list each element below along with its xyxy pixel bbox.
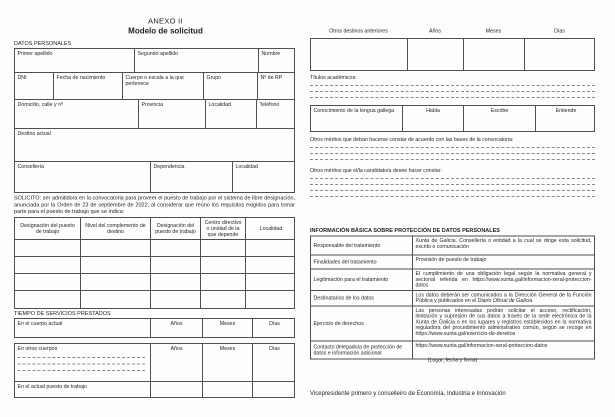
field-label: Provincia bbox=[141, 101, 164, 108]
field-label: Domicilio, calle y nº bbox=[17, 101, 63, 108]
field-label: En el actual puesto de trabajo bbox=[17, 383, 87, 390]
empty-cell[interactable] bbox=[15, 274, 81, 290]
field-label: Fecha de nacimiento bbox=[56, 74, 106, 81]
write-in-line[interactable] bbox=[18, 362, 146, 365]
field-destino-actual[interactable] bbox=[15, 129, 296, 161]
field-label: Consellería bbox=[17, 163, 45, 170]
empty-cell[interactable] bbox=[15, 240, 81, 256]
empty-cell[interactable] bbox=[311, 39, 408, 70]
col-header-localidad: Localidad bbox=[259, 225, 283, 232]
empty-cell[interactable] bbox=[246, 257, 296, 273]
field-label: DNI bbox=[17, 74, 27, 81]
table-row bbox=[311, 256, 594, 270]
table-row bbox=[15, 49, 294, 73]
field-label: Segundo apellido bbox=[137, 50, 179, 57]
field-lengua-gallega[interactable] bbox=[311, 106, 403, 131]
field-dependencia[interactable] bbox=[151, 162, 233, 192]
field-segundo-apellido[interactable] bbox=[135, 49, 259, 72]
table-row bbox=[15, 129, 294, 162]
table-row bbox=[15, 73, 294, 100]
otros-meritos-bases-lines bbox=[310, 142, 595, 160]
col-entiende[interactable]: Entiende bbox=[555, 107, 577, 114]
form-title bbox=[25, 17, 306, 36]
empty-cell[interactable] bbox=[151, 382, 203, 397]
col-header-nivel-complemento: Nivel del complemento de destino bbox=[81, 218, 151, 239]
cuerpo-actual-table bbox=[14, 318, 295, 338]
info-row-label: Finalidades del tratamiento bbox=[311, 256, 413, 269]
table-row bbox=[15, 274, 294, 291]
table-row bbox=[15, 257, 294, 274]
table-row bbox=[311, 341, 594, 358]
titulos-academicos-lines bbox=[310, 80, 595, 98]
empty-cell[interactable] bbox=[15, 291, 81, 308]
titulos-academicos-label: Títulos académicos: bbox=[310, 74, 357, 81]
proteccion-datos-title: INFORMACIÓN BÁSICA SOBRE PROTECCIÓN DE DATOS PERSONALES bbox=[310, 227, 500, 234]
table-row bbox=[311, 291, 594, 307]
info-row-value-italic: Diario Oficial de Galicia bbox=[477, 297, 533, 304]
field-cuerpo-escala[interactable] bbox=[123, 73, 204, 99]
empty-cell[interactable] bbox=[15, 257, 81, 273]
proteccion-datos-table bbox=[310, 236, 595, 360]
otros-cuerpos-table bbox=[14, 343, 295, 398]
empty-cell[interactable] bbox=[201, 240, 246, 256]
field-label: Localidad bbox=[208, 101, 231, 108]
field-label: En el cuerpo actual bbox=[17, 320, 63, 327]
left-column bbox=[14, 0, 295, 417]
empty-cell[interactable] bbox=[408, 39, 464, 70]
info-row-value: Las personas interesadas podrán solicitar el acceso, rectificación, limitación y supresión de sus datos a través de la sede electrónica de la Xunta de Galicia o en los lugares y registros establecidos en la normativa reguladora del procedimiento administrativo común, según se recoge en https://www.xunta.gal/exercicio-de-dereitos bbox=[415, 307, 592, 337]
otros-meritos-bases-label: Otros méritos que deban hacerse constar de acuerdo con las bases de la convocatoria: bbox=[310, 136, 514, 143]
table-row bbox=[311, 237, 594, 256]
info-row-label: Destinatarios de los datos bbox=[311, 291, 413, 306]
field-label: Dependencia bbox=[153, 163, 185, 170]
col-meses[interactable]: Meses bbox=[203, 319, 253, 337]
datos-personales-table bbox=[14, 48, 295, 193]
table-row bbox=[15, 240, 294, 257]
table-row bbox=[15, 291, 294, 308]
empty-cell[interactable] bbox=[151, 240, 201, 256]
col-meses[interactable]: Meses bbox=[203, 344, 253, 381]
form-title-modelo: Modelo de solicitud bbox=[128, 27, 203, 36]
col-header-designacion-puesto-2: Designación del puesto de trabajo bbox=[151, 218, 201, 239]
empty-cell[interactable] bbox=[151, 291, 201, 308]
field-dni[interactable] bbox=[15, 73, 54, 99]
field-label: Nombre bbox=[261, 50, 281, 57]
empty-cell[interactable] bbox=[151, 274, 201, 290]
empty-cell[interactable] bbox=[201, 257, 246, 273]
col-header-designacion-puesto: Designación del puesto de trabajo bbox=[15, 218, 81, 239]
field-fecha-nacimiento[interactable] bbox=[54, 73, 123, 99]
col-header-centro-directivo: Centro directivo o unidad de la que depende bbox=[201, 218, 246, 239]
field-actual-puesto[interactable] bbox=[15, 382, 151, 397]
field-label: Localidad bbox=[235, 163, 258, 170]
field-primer-apellido[interactable] bbox=[15, 49, 135, 72]
table-row bbox=[311, 270, 594, 291]
lengua-gallega-table bbox=[310, 105, 595, 132]
col-header-dias: Días bbox=[554, 28, 565, 34]
field-label: Destino actual bbox=[17, 130, 51, 137]
field-conselleria[interactable] bbox=[15, 162, 151, 192]
lugar-fecha-firma-label: (Lugar, fecha y firma) bbox=[427, 357, 478, 363]
write-in-line[interactable] bbox=[18, 355, 146, 358]
puestos-solicitados-table bbox=[14, 217, 295, 309]
empty-cell[interactable] bbox=[201, 291, 246, 308]
section-tiempo-servicios: TIEMPO DE SERVICIOS PRESTADOS bbox=[14, 310, 111, 317]
col-habla[interactable]: Habla bbox=[403, 106, 464, 131]
empty-cell[interactable] bbox=[81, 274, 151, 290]
field-label: Conocimiento de la lengua gallega bbox=[313, 107, 395, 114]
info-row-value: El cumplimiento de una obligación legal según la normativa general y sectorial referida en https://www.xunta.gal/informacion-xeral-proteccion-datos bbox=[415, 270, 592, 288]
col-dias[interactable]: Días bbox=[269, 345, 280, 352]
field-label: Nº de RP bbox=[260, 74, 283, 81]
info-row-value: Xunta de Galicia. Consellería o entidad a la cual se dirige esta solicitud, escrito o comunicación bbox=[415, 237, 592, 250]
write-in-line[interactable] bbox=[310, 154, 595, 160]
empty-cell[interactable] bbox=[246, 240, 296, 256]
empty-cell[interactable] bbox=[201, 274, 246, 290]
table-header-row bbox=[15, 218, 294, 240]
field-cuerpo-actual[interactable] bbox=[15, 319, 151, 337]
col-dias[interactable]: Días bbox=[269, 320, 280, 327]
empty-cell[interactable] bbox=[246, 274, 296, 290]
table-row bbox=[15, 100, 294, 129]
empty-cell[interactable] bbox=[246, 291, 296, 308]
empty-cell[interactable] bbox=[525, 39, 596, 70]
col-anos[interactable]: Años bbox=[151, 319, 203, 337]
table-row bbox=[15, 319, 294, 337]
write-in-line[interactable] bbox=[310, 191, 595, 197]
field-label: En otros cuerpos bbox=[17, 345, 58, 352]
info-row-value: Provisión de puesto de trabajo bbox=[415, 256, 487, 263]
field-grupo[interactable] bbox=[204, 73, 258, 99]
empty-cell[interactable] bbox=[81, 257, 151, 273]
otros-meritos-candidato-label: Otros méritos que el/la candidato/a desee hacer constar: bbox=[310, 167, 442, 174]
otros-meritos-candidato-lines bbox=[310, 173, 595, 197]
col-header-otros-destinos: Otros destinos anteriores bbox=[329, 28, 388, 34]
addressee-footer: Vicepresidente primero y conselleiro de Economía, Industria e Innovación bbox=[310, 389, 506, 397]
field-nombre[interactable] bbox=[259, 49, 296, 72]
section-datos-personales: DATOS PERSONALES bbox=[14, 40, 72, 47]
table-row bbox=[15, 382, 294, 397]
field-label: Primer apellido bbox=[17, 50, 53, 57]
field-label: Cuerpo o escala a la que pertenece bbox=[125, 74, 184, 87]
field-provincia[interactable] bbox=[139, 100, 206, 128]
info-row-label: Responsable del tratamiento bbox=[311, 237, 413, 255]
info-row-value-text: Los datos deberán ser comunicados a la Dirección General de la Función Pública y publicados en el bbox=[415, 291, 592, 304]
col-header-anos: Años bbox=[429, 28, 441, 34]
right-column bbox=[310, 0, 595, 417]
info-row-label: Contacto delegado/a de protección de datos e información adicional bbox=[311, 341, 413, 358]
info-row-label: Ejercicio de derechos bbox=[311, 306, 413, 340]
info-row-label: Legitimación para el tratamiento bbox=[311, 270, 413, 290]
empty-cell[interactable] bbox=[203, 382, 253, 397]
field-label: Grupo bbox=[206, 74, 222, 81]
table-row bbox=[15, 344, 294, 382]
empty-cell[interactable] bbox=[151, 257, 201, 273]
empty-cell[interactable] bbox=[464, 39, 525, 70]
field-telefono[interactable] bbox=[257, 100, 296, 128]
col-header-meses: Meses bbox=[485, 28, 502, 34]
empty-cell[interactable] bbox=[81, 240, 151, 256]
info-row-value bbox=[413, 291, 594, 306]
field-num-rp[interactable] bbox=[258, 73, 296, 99]
otros-destinos-table bbox=[310, 38, 595, 71]
otros-destinos-header bbox=[310, 28, 595, 34]
col-anos[interactable]: Años bbox=[151, 344, 203, 381]
field-label: Teléfono bbox=[259, 101, 280, 108]
write-in-line[interactable] bbox=[310, 92, 595, 98]
solicito-paragraph: SOLICITO: ser admitido/a en la convocatoria para proveer el puesto de trabajo por el sistema de libre designación, anunciada por la Orden de 23 de septiembre de 2022, al considerar que reúno los requisitos exigidos para tomar parte para el puesto de trabajo que se indica: bbox=[14, 195, 295, 215]
col-escribe[interactable]: Escribe bbox=[464, 106, 536, 131]
table-row bbox=[15, 162, 294, 192]
table-row bbox=[311, 106, 594, 131]
field-otros-cuerpos[interactable] bbox=[15, 344, 151, 381]
table-row bbox=[311, 39, 594, 70]
form-title-anexo: ANEXO II bbox=[148, 17, 183, 26]
write-in-line[interactable] bbox=[18, 368, 146, 371]
field-localidad[interactable] bbox=[206, 100, 257, 128]
info-row-value: https://www.xunta.gal/informacion-xeral-proteccion-datos bbox=[415, 342, 548, 349]
empty-cell[interactable] bbox=[81, 291, 151, 308]
field-domicilio[interactable] bbox=[15, 100, 139, 128]
table-row bbox=[311, 306, 594, 341]
empty-cell[interactable] bbox=[253, 382, 296, 397]
field-localidad-destino[interactable] bbox=[233, 162, 296, 192]
